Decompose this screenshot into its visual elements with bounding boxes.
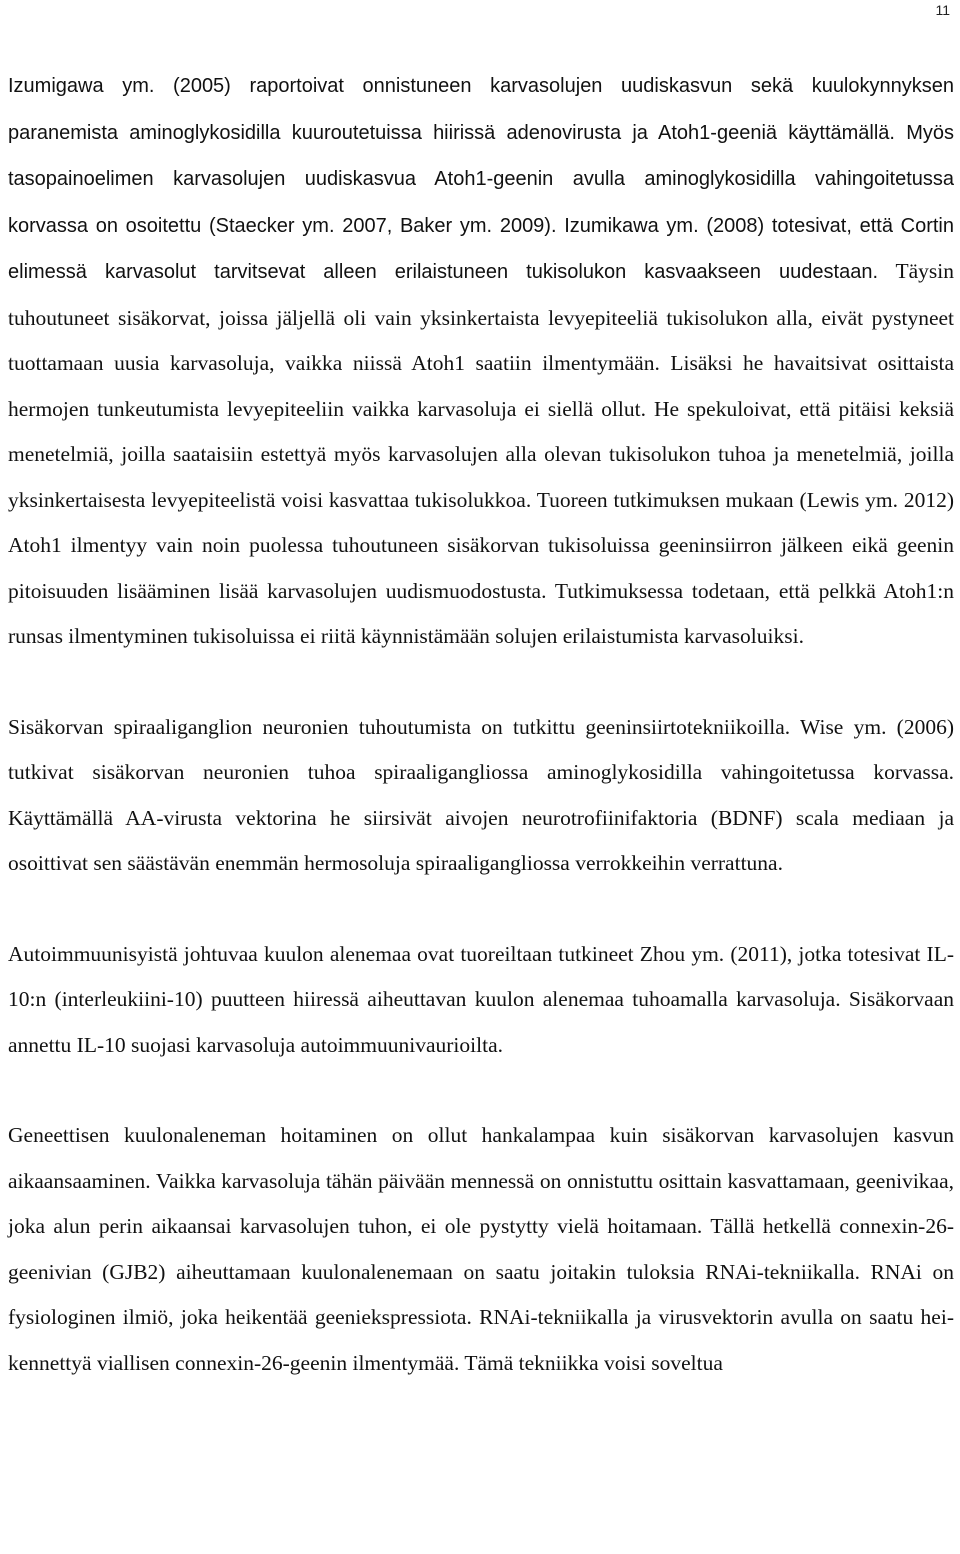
paragraph-atoh1-hair-cells — [8, 63, 954, 660]
paragraph-segment: Izumigawa ym. (2005) raportoivat onnistuneen karvasolujen uudiskasvun sekä kuulokynnyksen paranemista aminoglykosidilla kuuroutetuissa hiirissä adenovirusta ja Atoh1-geeniä käyttämällä. Myös tasopainoelimen karvasolujen uudiskasvua Atoh1-geenin avulla aminoglykosidilla vahingoitetussa korvassa on osoitettu (Staecker ym. 2007, Baker ym. 2009). Izumikawa ym. (2008) totesivat, että Cortin elimessä karvasolut tarvitsevat alleen erilaistuneen tukisolukon kasvaakseen uudestaan. — [8, 75, 954, 283]
paragraph-autoimmune — [8, 932, 954, 1069]
paragraph-segment: Sisäkorvan spiraaliganglion neuronien tuhoutumista on tutkittu geeninsiirtotekniikoilla. Wise ym. (2006) tutkivat sisäkorvan neuronien tuhoa spiraaligangliossa aminoglykosidilla vahingoitetussa korvassa. Käyttämällä AA-virusta vektorina he siirsivät aivojen neurotrofiinifaktoria (BDNF) scala mediaan ja osoittivat sen säästävän enemmän hermosoluja spiraaligangliossa verrokkeihin verrattuna. — [8, 714, 954, 875]
paragraph-genetic-hearing-loss — [8, 1113, 954, 1386]
document-body — [8, 63, 954, 1386]
paragraph-segment: Geneettisen kuulonaleneman hoitaminen on ollut hankalampaa kuin sisäkorvan karvasolujen kasvun aikaansaaminen. Vaikka karvasoluja tähän päivään mennessä on onnistuttu osittain kasvattamaan, geenivikaa, joka alun perin aikaansai karvasolujen tuhon, ei ole pystytty vielä hoitamaan. Tällä hetkellä connexin-26-geenivian (GJB2) aiheuttamaan kuulonalenemaan on saatu joitakin tuloksia RNAi-tekniikalla. RNAi on fysiologinen ilmiö, joka heikentää geeniekspressiota. RNAi-tekniikalla ja virusvektorin avulla on saatu heikennettyä viallisen connexin-26-geenin ilmentymää. Tämä tekniikka voisi soveltua — [8, 1123, 954, 1375]
paragraph-segment: Autoimmuunisyistä johtuvaa kuulon alenemaa ovat tuoreiltaan tutkineet Zhou ym. (2011), jotka totesivat IL-10:n (interleukiini-10) puutteen hiiressä aiheuttavan kuulon alenemaa tuhoamalla karvasoluja. Sisäkorvaan annettu IL-10 suojasi karvasoluja autoimmuunivaurioilta. — [8, 941, 954, 1057]
page-number: 11 — [935, 2, 950, 18]
paragraph-gap — [8, 887, 954, 932]
paragraph-spiral-ganglion — [8, 705, 954, 887]
paragraph-segment: Täysin tuhoutuneet sisäkorvat, joissa jäljellä oli vain yksinkertaista levyepiteeliä tukisolukon alla, eivät pystyneet tuottamaan uusia karvasoluja, vaikka niissä Atoh1 saatiin ilmentymään. Lisäksi he havaitsivat osittaista hermojen tunkeutumista levyepiteeliin vaikka karvasoluja ei siellä ollut. He spekuloivat, että pitäisi keksiä menetelmiä, joilla saataisiin estettyä myös karvasolujen alla olevan tukisolukon tuhoa ja menetelmiä, joilla yksinkertaisesta levyepiteelistä voisi kasvattaa tukisolukkoa. Tuoreen tutkimuksen mukaan (Lewis ym. 2012) Atoh1 ilmentyy vain noin puolessa tuhoutuneen sisäkorvan tukisoluissa geeninsiirron jälkeen eikä geenin pitoisuuden lisääminen lisää karvasolujen uudismuodostusta. Tutkimuksessa todetaan, että pelkkä Atoh1:n runsas ilmentyminen tukisoluissa ei riitä käynnistämään solujen erilaistumista karvasoluiksi. — [8, 259, 954, 648]
paragraph-gap — [8, 660, 954, 705]
paragraph-gap — [8, 1068, 954, 1113]
